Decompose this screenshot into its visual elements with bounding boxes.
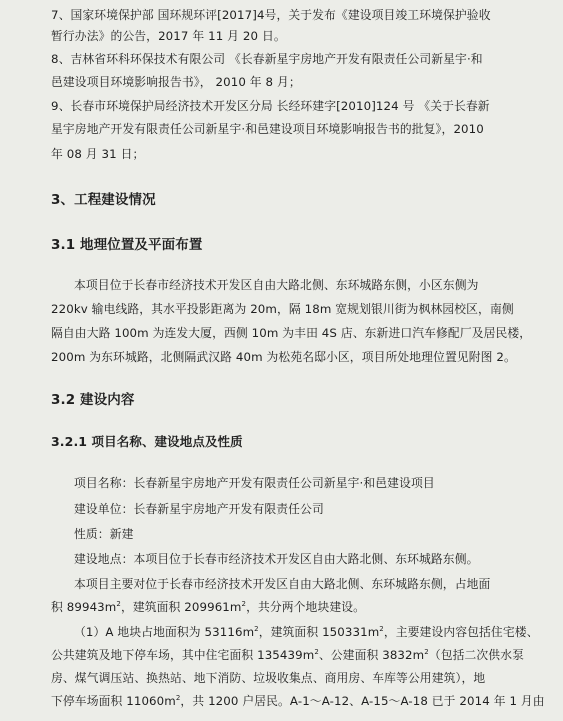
plot-a-line-3: 房、煤气调压站、换热站、地下消防、垃圾收集点、商用房、车库等公用建筑），地 [51,671,486,685]
nature-line: 性质：新建 [74,527,134,541]
reference-7-line-1: 7、国家环境保护部 国环规环评[2017]4号，关于发布《建设项目竣工环境保护验收 [51,8,491,22]
construction-unit-line: 建设单位：长春新星宇房地产开发有限责任公司 [74,502,324,516]
project-name-line: 项目名称：长春新星宇房地产开发有限责任公司新星宇·和邑建设项目 [74,476,435,490]
paragraph-location-line-1: 本项目位于长春市经济技术开发区自由大路北侧、东环城路东侧，小区东侧为 [74,278,479,292]
section-3-1-heading: 3.1 地理位置及平面布置 [51,237,203,253]
plot-a-line-2: 公共建筑及地下停车场，其中住宅面积 $135439m^2$、公建面积 $3832m^2$（包括二次供水泵 [51,648,524,662]
paragraph-location-line-2: 220kv 输电线路，其水平投影距离为 20m，隔 18m 宽规划银川街为枫林园校区，南侧 [51,302,514,316]
paragraph-location-line-3: 隔自由大路 100m 为连发大厦，西侧 10m 为丰田 4S 店、东新进口汽车修配厂及居民楼， [51,326,532,340]
project-summary-line-2: 积 $89943m^2$，建筑面积 $209961m^2$，共分两个地块建设。 [51,600,366,614]
reference-9-line-1: 9、长春市环境保护局经济技术开发区分局 长经环建字[2010]124 号 《关于长春新 [51,99,490,113]
section-3-heading: 3、工程建设情况 [51,192,156,208]
reference-8-line-1: 8、吉林省环科环保技术有限公司 《长春新星宇房地产开发有限责任公司新星宇·和 [51,52,483,66]
plot-a-line-1: （1）A 地块占地面积为 $53116m^2$，建筑面积 $150331m^2$，主要建设内容包括住宅楼、 [74,625,539,639]
reference-8-line-2: 邑建设项目环境影响报告书》， 2010 年 8 月； [51,75,301,89]
project-summary-line-1: 本项目主要对位于长春市经济技术开发区自由大路北侧、东环城路东侧，占地面 [74,577,491,591]
plot-a-line-4: 下停车场面积 $11060m^2$，共 1200 户居民。A-1～A-12、A-15～A-18 已于 2014 年 1 月由 [51,694,545,708]
reference-9-line-2: 星宇房地产开发有限责任公司新星宇·和邑建设项目环境影响报告书的批复》，2010 [51,122,484,136]
section-3-2-heading: 3.2 建设内容 [51,392,135,408]
reference-9-line-3: 年 08 月 31 日； [51,147,145,161]
paragraph-location-line-4: 200m 为东环城路，北侧隔武汉路 40m 为松苑名邸小区，项目所处地理位置见附图 2。 [51,350,516,364]
section-3-2-1-heading: 3.2.1 项目名称、建设地点及性质 [51,434,243,449]
reference-7-line-2: 暂行办法》的公告，2017 年 11 月 20 日。 [51,29,286,43]
construction-location-line: 建设地点：本项目位于长春市经济技术开发区自由大路北侧、东环城路东侧。 [74,552,479,566]
